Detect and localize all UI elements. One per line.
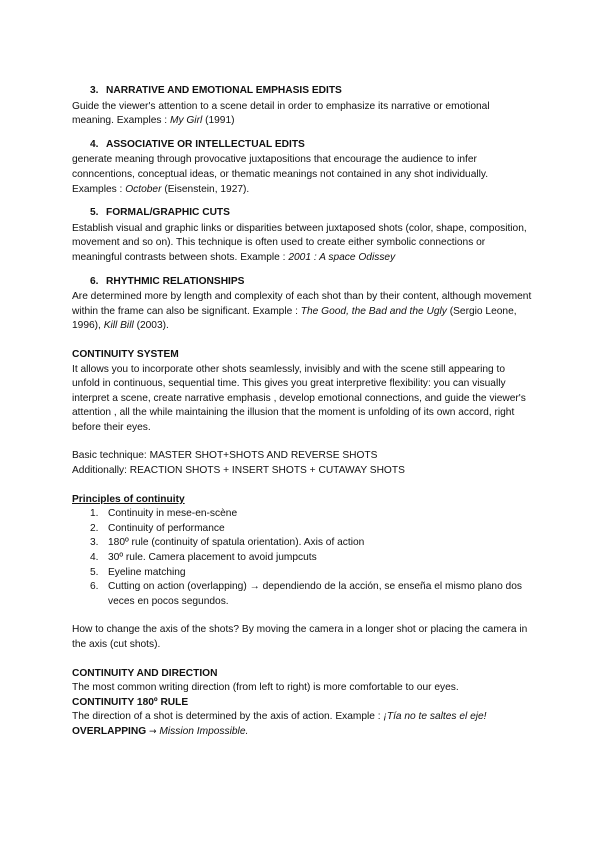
principle-number: 3. xyxy=(90,537,99,549)
principle-item xyxy=(90,536,534,551)
section-heading xyxy=(90,84,534,99)
continuity-system-section xyxy=(72,348,534,436)
example-credit: (Eisenstein, 1927). xyxy=(161,183,250,195)
continuity-direction-heading: CONTINUITY AND DIRECTION xyxy=(72,667,218,679)
overlapping-line xyxy=(72,725,534,740)
principle-number: 6. xyxy=(90,581,99,593)
principle-number: 5. xyxy=(90,566,99,578)
additional-technique: Additionally: REACTION SHOTS + INSERT SHOTS + CUTAWAY SHOTS xyxy=(72,465,405,477)
principle-text: Continuity of performance xyxy=(108,522,225,534)
axis-question-block xyxy=(72,623,534,652)
principle-number: 1. xyxy=(90,508,99,520)
section-heading xyxy=(90,138,534,153)
principles-list xyxy=(72,507,534,609)
principle-item xyxy=(90,566,534,581)
document-content xyxy=(72,84,534,740)
example-credit: (Sergio Leone, 1996), xyxy=(72,305,517,332)
section-heading xyxy=(90,206,534,221)
right-arrow-icon: → xyxy=(146,726,160,737)
body-text: Guide the viewer's attention to a scene detail in order to emphasize its narrative or emotional meaning. Examples : xyxy=(72,100,490,127)
example-title: October xyxy=(125,183,162,195)
example-title: The Good, the Bad and the Ugly xyxy=(300,305,447,317)
principle-item xyxy=(90,551,534,566)
principle-number: 2. xyxy=(90,522,99,534)
rule-180-heading: CONTINUITY 180º RULE xyxy=(72,696,189,708)
section-number: 5. xyxy=(90,207,99,219)
section-graphic-cuts xyxy=(72,206,534,265)
section-associative-edits xyxy=(72,138,534,197)
principle-item xyxy=(90,580,534,609)
section-title: ASSOCIATIVE OR INTELLECTUAL EDITS xyxy=(106,138,305,150)
rule-example: ¡Tía no te saltes el eje! xyxy=(383,711,487,723)
principle-text: Continuity in mese-en-scène xyxy=(108,508,238,520)
techniques-block xyxy=(72,449,534,478)
body-text: generate meaning through provocative juxtapositions that encourage the audience to infer conncentions, conceptual ideas, or thematic meanings not contained in any shot individually. Examples : xyxy=(72,154,489,195)
section-title: FORMAL/GRAPHIC CUTS xyxy=(106,207,230,219)
section-body xyxy=(72,222,534,266)
continuity-direction-section xyxy=(72,667,534,740)
overlapping-example: Mission Impossible. xyxy=(159,725,249,737)
principle-text: 180º rule (continuity of spatula orientation). Axis of action xyxy=(108,537,365,549)
section-title: NARRATIVE AND EMOTIONAL EMPHASIS EDITS xyxy=(106,85,342,96)
section-number: 3. xyxy=(90,85,99,96)
principle-item xyxy=(90,507,534,522)
example-title: 2001 : A space Odissey xyxy=(288,251,396,263)
basic-technique: Basic technique: MASTER SHOT+SHOTS AND REVERSE SHOTS xyxy=(72,450,378,462)
overlapping-label: OVERLAPPING xyxy=(72,725,147,737)
section-body xyxy=(72,153,534,197)
rule-body-text: The direction of a shot is determined by the axis of action. Example : xyxy=(72,711,384,723)
rule-180-body xyxy=(72,710,534,725)
principle-text: Eyeline matching xyxy=(108,566,186,578)
continuity-system-body: It allows you to incorporate other shots seamlessly, invisibly and with the scene still appearing to unfold in continuous, sequential time. This gives you great interpretive flexibility: you can visually interpret a scene, create narrative emphasis , develop emotional connections, and guide the viewer's attention , all the while maintaining the illusion that the moment is unfolding of its own accord, right before their eyes. xyxy=(72,363,526,433)
section-narrative-emphasis xyxy=(72,84,534,129)
body-text: Establish visual and graphic links or disparities between juxtaposed shots (color, shape, composition, movement and so on). This technique is often used to create either symbolic connections or meaningful contrasts between shots. Example : xyxy=(72,222,527,263)
principle-number: 4. xyxy=(90,552,99,564)
principles-section xyxy=(72,493,534,610)
example-title: Kill Bill xyxy=(103,320,134,332)
principle-item xyxy=(90,522,534,537)
axis-question: How to change the axis of the shots? By moving the camera in a longer shot or placing the camera in the axis (cut shots). xyxy=(72,624,528,650)
principle-text: 30º rule. Camera placement to avoid jumpcuts xyxy=(108,552,317,564)
section-title: RHYTHMIC RELATIONSHIPS xyxy=(106,275,245,287)
section-body xyxy=(72,290,534,334)
section-number: 4. xyxy=(90,138,99,150)
continuity-system-heading: CONTINUITY SYSTEM xyxy=(72,348,179,360)
section-heading xyxy=(90,275,534,290)
continuity-direction-body: The most common writing direction (from left to right) is more comfortable to our eyes. xyxy=(72,682,459,694)
body-text: Are determined more by length and complexity of each shot than by their content, although movement within the frame can also be significant. Example : xyxy=(72,291,532,317)
principle-text: Cutting on action (overlapping) → dependiendo de la acción, se enseña el mismo plano dos veces en pocos segundos. xyxy=(108,581,522,607)
section-number: 6. xyxy=(90,275,99,287)
principles-heading: Principles of continuity xyxy=(72,493,185,505)
example-credit: (2003). xyxy=(133,320,169,332)
section-body xyxy=(72,100,534,129)
section-rhythmic-relationships xyxy=(72,275,534,334)
example-year: (1991) xyxy=(202,115,235,127)
example-title: My Girl xyxy=(169,115,203,127)
